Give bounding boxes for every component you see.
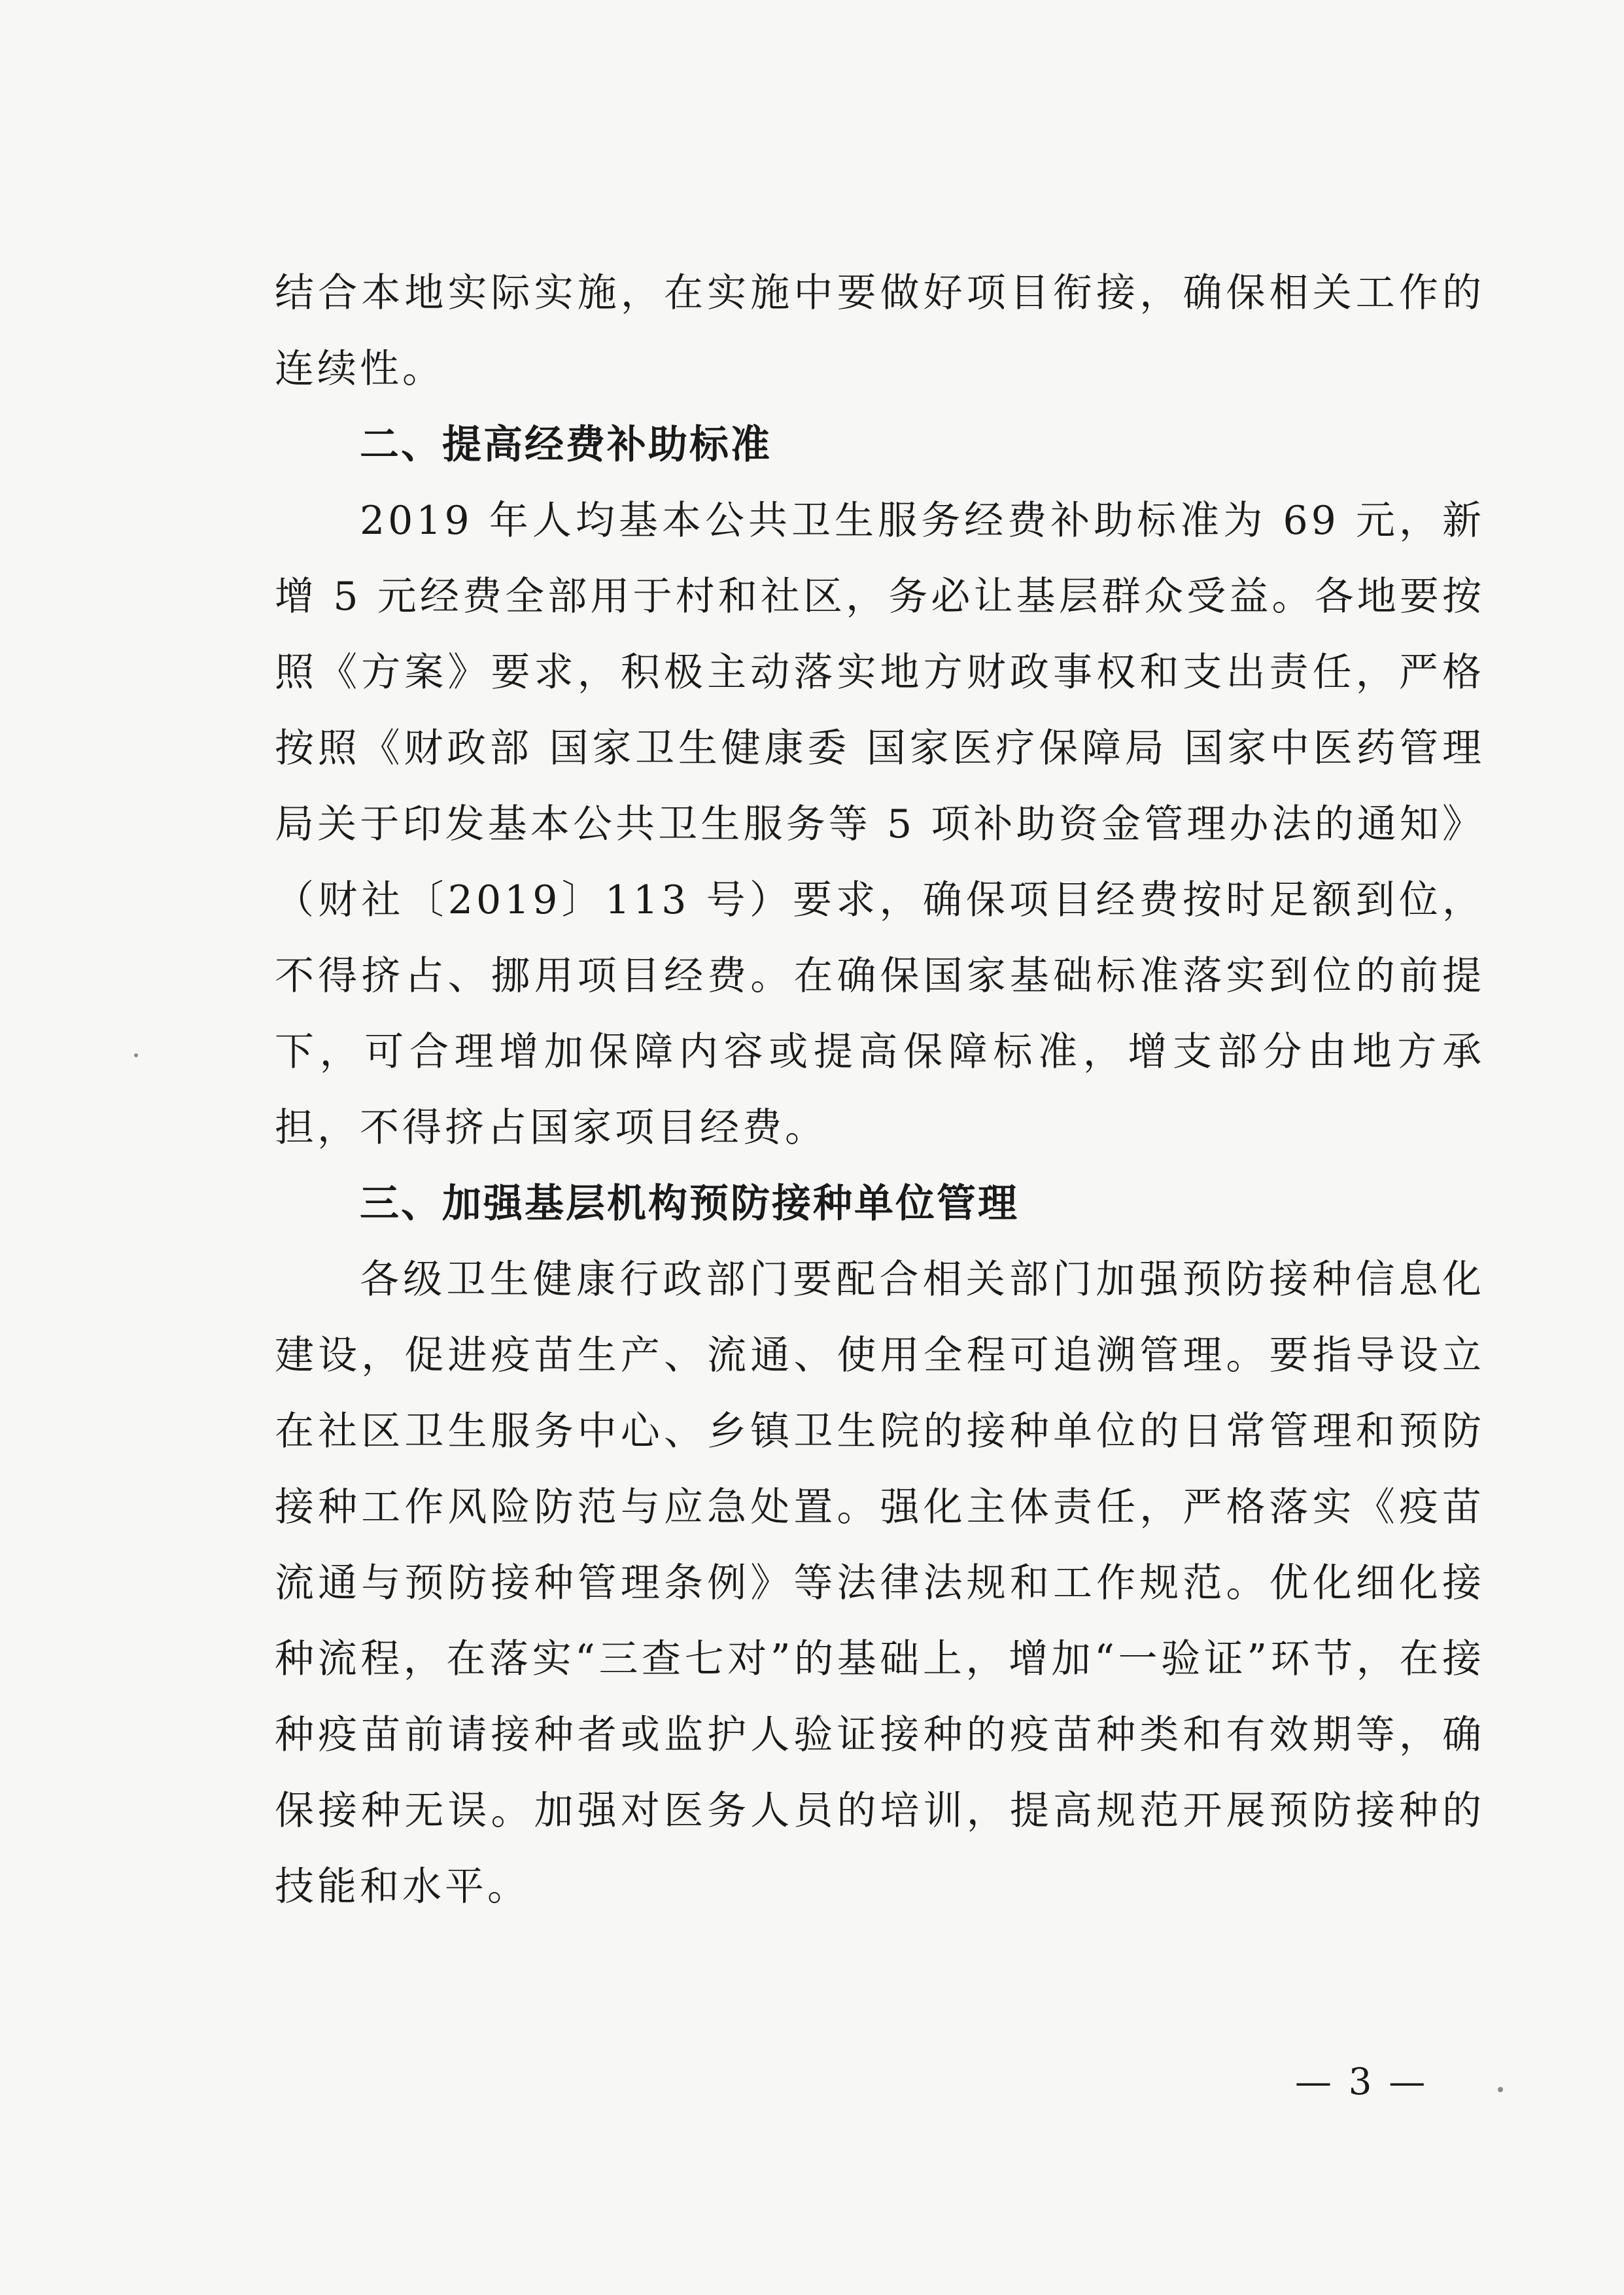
paragraph-funding-standard: 2019 年人均基本公共卫生服务经费补助标准为 69 元，新增 5 元经费全部用于村和社区，务必让基层群众受益。各地要按照《方案》要求，积极主动落实地方财政事权和支出责任，严格按照《财政部 国家卫生健康委 国家医疗保障局 国家中医药管理局关于印发基本公共卫生服务等 5 项补助资金管理办法的通知》（财社〔2019〕113 号）要求，确保项目经费按时足额到位，不得挤占、挪用项目经费。在确保国家基础标准落实到位的前提下，可合理增加保障内容或提高保障标准，增支部分由地方承担，不得挤占国家项目经费。 (275, 498, 1485, 1151)
paragraph-vaccination-management: 各级卫生健康行政部门要配合相关部门加强预防接种信息化建设，促进疫苗生产、流通、使用全程可追溯管理。要指导设立在社区卫生服务中心、乡镇卫生院的接种单位的日常管理和预防接种工作风险防范与应急处置。强化主体责任，严格落实《疫苗流通与预防接种管理条例》等法律法规和工作规范。优化细化接种流程，在落实“三查七对”的基础上，增加“一验证”环节，在接种疫苗前请接种者或监护人验证接种的疫苗种类和有效期等，确保接种无误。加强对医务人员的培训，提高规范开展预防接种的技能和水平。 (275, 1257, 1485, 1910)
scan-speck (134, 1053, 138, 1057)
section-heading-vaccination-management: 三、加强基层机构预防接种单位管理 (360, 1181, 1019, 1227)
page-number: — 3 — (1295, 2061, 1428, 2103)
document-body (275, 255, 1485, 1925)
scan-speck (1498, 2087, 1503, 2092)
paragraph-continuation: 结合本地实际实施，在实施中要做好项目衔接，确保相关工作的连续性。 (275, 270, 1485, 392)
section-heading-funding-standard: 二、提高经费补助标准 (360, 422, 772, 468)
